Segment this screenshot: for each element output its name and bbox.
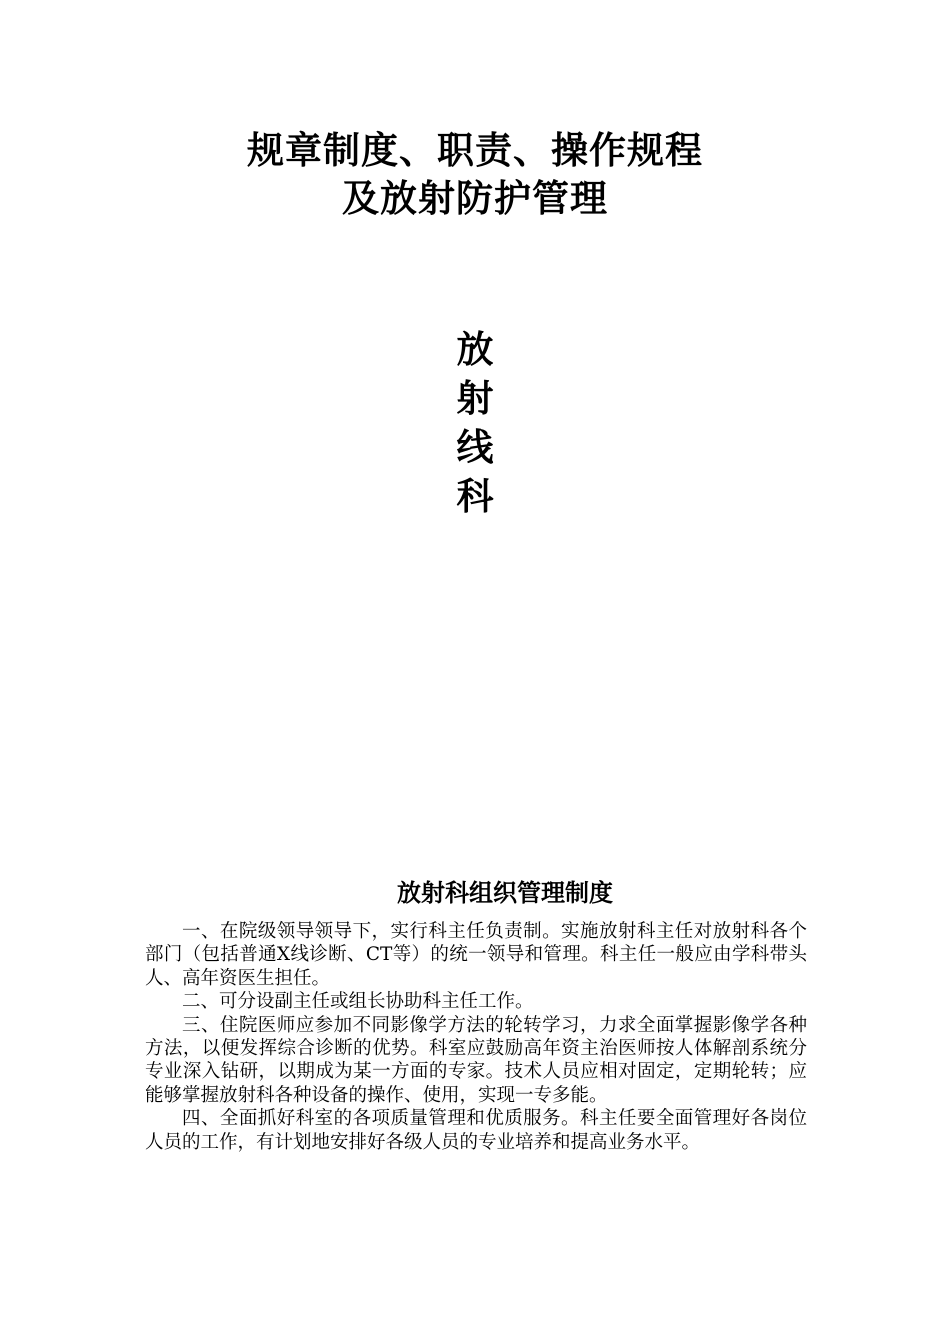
paragraph-4: 四、全面抓好科室的各项质量管理和优质服务。科主任要全面管理好各岗位人员的工作，有计划地安排好各级人员的专业培养和提高业务水平。 xyxy=(145,1108,807,1153)
document-title-line-1: 规章制度、职责、操作规程 xyxy=(247,128,703,172)
document-title-line-2: 及放射防护管理 xyxy=(342,176,608,220)
paragraph-1: 一、在院级领导领导下，实行科主任负责制。实施放射科主任对放射科各个部门（包括普通X线诊断、CT等）的统一领导和管理。科主任一般应由学科带头人、高年资医生担任。 xyxy=(145,921,807,989)
department-char-2: 射 xyxy=(456,376,494,420)
department-char-1: 放 xyxy=(456,327,494,371)
department-char-3: 线 xyxy=(456,425,494,469)
section-title: 放射科组织管理制度 xyxy=(397,878,613,907)
department-char-4: 科 xyxy=(456,474,494,518)
department-name-vertical xyxy=(445,325,505,521)
paragraph-3: 三、住院医师应参加不同影像学方法的轮转学习，力求全面掌握影像学各种方法，以便发挥综合诊断的优势。科室应鼓励高年资主治医师按人体解剖系统分专业深入钻研，以期成为某一方面的专家。技术人员应相对固定，定期轮转；应能够掌握放射科各种设备的操作、使用，实现一专多能。 xyxy=(145,1014,807,1106)
paragraph-2: 二、可分设副主任或组长协助科主任工作。 xyxy=(182,991,534,1013)
document-title xyxy=(0,126,950,222)
section-body xyxy=(145,920,807,1154)
